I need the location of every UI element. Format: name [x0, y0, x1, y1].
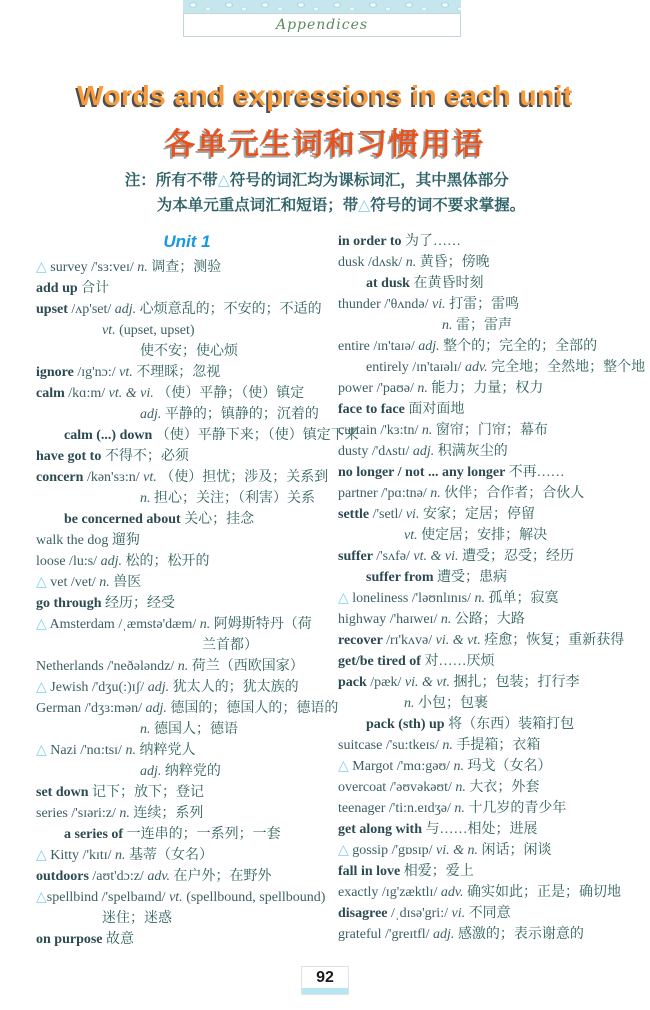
vocab-line — [338, 630, 645, 651]
vocab-text: 基蒂（女名） — [129, 848, 214, 863]
usage-note — [0, 168, 650, 218]
vocab-text: 连续；系列 — [133, 806, 204, 821]
vocab-text: n. — [199, 617, 214, 632]
vocab-text: vi. — [432, 297, 450, 312]
vocab-text: vi. & vt. — [404, 675, 454, 690]
vocab-text: 确实如此；正是；确切地 — [467, 885, 622, 900]
vocab-line — [36, 887, 338, 908]
vocab-text: no longer / not ... any longer — [338, 465, 509, 480]
vocab-text: n. — [421, 423, 436, 438]
triangle-icon: △ — [338, 843, 353, 858]
vocab-text: a series of — [64, 827, 127, 842]
vocab-text: 闲话；闲谈 — [481, 843, 552, 858]
vocab-text: 不再…… — [508, 465, 565, 480]
vocab-text: 孤单；寂寞 — [488, 591, 559, 606]
vocab-text: adv. — [147, 869, 174, 884]
vocab-line — [338, 840, 645, 861]
vocab-line — [338, 252, 645, 273]
note-text: 符号的词不要求掌握。 — [370, 197, 526, 214]
note-line — [125, 168, 525, 193]
vocab-line — [338, 693, 645, 714]
vocab-text: suffer from — [366, 570, 438, 585]
vocab-text: n. — [440, 612, 455, 627]
vocab-text: 故意 — [106, 932, 135, 947]
vocab-text: adj. — [140, 407, 165, 422]
vocab-text: disagree — [338, 906, 392, 921]
vocab-text: n. — [405, 255, 420, 270]
note-text: 注：所有不带 — [124, 172, 218, 189]
vocab-text: 不同意 — [468, 906, 511, 921]
vocab-text: outdoors — [36, 869, 93, 884]
vocab-text: adv. — [464, 360, 492, 375]
vocab-line — [338, 336, 645, 357]
vocab-text: vi. & vt. — [435, 633, 485, 648]
vocab-line — [36, 845, 338, 866]
vocab-line — [36, 929, 338, 950]
vocab-text: have got to — [36, 449, 105, 464]
vocab-text: 一连串的；一系列；一套 — [126, 827, 281, 842]
vocab-text: n. — [140, 491, 154, 506]
vocab-line — [36, 593, 338, 614]
unit-heading: Unit 1 — [163, 232, 211, 251]
vocab-text: vi. — [405, 507, 423, 522]
triangle-icon: △ — [36, 575, 51, 590]
vocab-text: entire /ɪn'taɪə/ — [338, 339, 419, 354]
vocab-text: exactly /ɪg'zæktlɪ/ — [338, 885, 441, 900]
vocab-line — [36, 362, 338, 383]
vocab-text: n. — [115, 848, 130, 863]
vocab-text: face to face — [338, 402, 409, 417]
vocab-text: adj. — [100, 554, 126, 569]
vocab-text: Nazi /'nɑ:tsɪ/ — [50, 743, 126, 758]
vocab-line — [338, 231, 645, 252]
vocab-text: adj. — [412, 444, 438, 459]
vocab-text: (upset, upset) — [119, 323, 195, 338]
vocab-text: gossip /'gɒsɪp/ — [352, 843, 437, 858]
vocab-line — [338, 378, 645, 399]
vocab-text: adj. — [147, 680, 173, 695]
vocab-text: upset — [36, 302, 72, 317]
vocab-text: /kən'sɜ:n/ — [86, 470, 144, 485]
vocab-line — [338, 357, 645, 378]
vocab-text: entirely /ɪn'taɪəlɪ/ — [366, 360, 465, 375]
vocab-line — [338, 525, 645, 546]
vocab-text: 十几岁的青少年 — [468, 801, 567, 816]
vocab-line — [338, 504, 645, 525]
vocab-text: vt. — [102, 323, 120, 338]
triangle-icon: △ — [338, 759, 353, 774]
vocab-line — [36, 761, 338, 782]
vocab-line — [338, 609, 645, 630]
vocab-text: n. — [137, 260, 152, 275]
vocab-text: vt. — [119, 365, 137, 380]
vocab-text: calm (...) down — [64, 428, 156, 443]
vocab-line — [338, 735, 645, 756]
vocab-text: vt. — [143, 470, 161, 485]
vocab-text: n. — [99, 575, 114, 590]
vocab-text: suffer — [338, 549, 377, 564]
vocab-line — [338, 903, 645, 924]
vocab-text: /'sʌfə/ — [376, 549, 414, 564]
vocab-text: n. — [140, 722, 154, 737]
vocab-text: n. — [455, 780, 470, 795]
vocab-line — [36, 698, 338, 719]
vocab-text: 不理睬；忽视 — [136, 365, 221, 380]
vocab-line — [338, 567, 645, 588]
vocab-line — [338, 882, 645, 903]
vocab-line — [338, 651, 645, 672]
vocab-text: 德国的；德国人的；德语的 — [170, 701, 339, 716]
vocab-text: 调查；测验 — [151, 260, 222, 275]
vocab-line — [36, 824, 338, 845]
vocab-line — [36, 572, 338, 593]
vocab-text: go through — [36, 596, 105, 611]
vocab-text: 遭受；患病 — [437, 570, 508, 585]
vocab-text: German /'dʒɜ:mən/ — [36, 701, 146, 716]
vocab-text: n. — [404, 696, 418, 711]
vocab-line — [338, 756, 645, 777]
vocab-text: （使）平静；（使）镇定 — [157, 386, 305, 401]
vocab-text: 合计 — [81, 281, 110, 296]
triangle-icon: △ — [36, 743, 51, 758]
triangle-icon: △ — [217, 172, 230, 189]
vocab-text: 打雷；雷鸣 — [449, 297, 520, 312]
vocab-text: 使定居；安排；解决 — [421, 528, 548, 543]
vocab-column-right — [338, 231, 645, 950]
vocab-text: ignore — [36, 365, 78, 380]
vocab-line — [338, 483, 645, 504]
vocab-text: vet /vet/ — [50, 575, 100, 590]
vocab-line — [338, 441, 645, 462]
vocab-line — [338, 546, 645, 567]
vocab-line — [338, 861, 645, 882]
vocab-text: 在黄昏时刻 — [413, 276, 484, 291]
vocab-text: power /'paʊə/ — [338, 381, 418, 396]
triangle-icon: △ — [338, 591, 353, 606]
vocab-text: 纳粹党的 — [164, 764, 221, 779]
vocab-text: 不得不；必须 — [104, 449, 189, 464]
vocab-list-right — [338, 231, 645, 945]
vocab-text: 在户外；在野外 — [173, 869, 272, 884]
triangle-icon: △ — [36, 260, 51, 275]
note-text: 为本单元重点词汇和短语；带 — [156, 197, 359, 214]
vocab-line — [36, 782, 338, 803]
vocab-text: overcoat /'əʊvəkəʊt/ — [338, 780, 456, 795]
vocab-line — [36, 719, 338, 740]
vocab-line — [36, 509, 338, 530]
vocab-text: 安家；定居；停留 — [422, 507, 535, 522]
vocab-text: thunder /'θʌndə/ — [338, 297, 432, 312]
vocab-line — [36, 740, 338, 761]
vocab-text: be concerned about — [64, 512, 185, 527]
vocab-text: 窗帘；门帘；幕布 — [435, 423, 548, 438]
vocab-line — [36, 425, 359, 446]
vocab-text: 遭受；忍受；经历 — [461, 549, 574, 564]
vocab-text: spellbind /'spelbaɪnd/ — [46, 890, 170, 905]
triangle-icon: △ — [36, 680, 51, 695]
vocab-text: n. — [454, 801, 469, 816]
vocab-text: adj. — [418, 339, 444, 354]
vocab-text: 兰首都） — [202, 638, 258, 653]
vocab-text: /'setl/ — [372, 507, 406, 522]
vocab-text: 对……厌烦 — [424, 654, 495, 669]
appendices-label: Appendices — [275, 17, 369, 33]
triangle-icon: △ — [36, 848, 51, 863]
vocab-text: /aʊt'dɔ:z/ — [92, 869, 148, 884]
vocab-text: 关心；挂念 — [184, 512, 255, 527]
page-number-strip — [302, 988, 348, 994]
vocab-text: walk the dog — [36, 533, 112, 548]
vocab-text: 感激的；表示谢意的 — [457, 927, 584, 942]
vocab-line — [36, 866, 338, 887]
vocab-text: fall in love — [338, 864, 404, 879]
vocab-text: in order to — [338, 234, 406, 249]
vocab-text: /ˌdɪsə'gri:/ — [391, 906, 452, 921]
vocab-text: suitcase /'su:tkeɪs/ — [338, 738, 443, 753]
vocab-line — [36, 299, 338, 320]
vocab-text: 兽医 — [113, 575, 142, 590]
vocab-line — [36, 677, 338, 698]
vocab-line — [36, 257, 338, 278]
vocab-line — [338, 714, 645, 735]
vocab-text: vi. — [451, 906, 469, 921]
vocab-text: pack (sth) up — [366, 717, 449, 732]
page-number-box — [301, 966, 349, 995]
vocab-line — [36, 635, 338, 656]
vocab-text: dusk /dʌsk/ — [338, 255, 406, 270]
vocab-text: 小包；包裹 — [418, 696, 488, 711]
vocab-text: get along with — [338, 822, 426, 837]
vocab-text: 松的；松开的 — [125, 554, 210, 569]
note-text: 符号的词汇均为课标词汇，其中黑体部分 — [229, 172, 509, 189]
vocab-line — [36, 530, 338, 551]
vocab-line — [36, 488, 338, 509]
vocab-text: settle — [338, 507, 373, 522]
vocab-line — [36, 908, 338, 929]
vocab-text: 面对面地 — [408, 402, 465, 417]
vocab-line — [36, 614, 338, 635]
vocab-text: 平静的；镇静的；沉着的 — [164, 407, 319, 422]
vocab-line — [36, 383, 338, 404]
vocab-text: 玛戈（女名） — [467, 759, 552, 774]
vocab-line — [36, 656, 338, 677]
vocab-text: n. — [125, 743, 140, 758]
vocab-text: 记下；放下；登记 — [92, 785, 205, 800]
vocab-text: n. — [442, 738, 457, 753]
vocab-text: teenager /'ti:n.eɪdʒə/ — [338, 801, 455, 816]
vocab-columns — [36, 231, 646, 950]
vocab-text: 大衣；外套 — [469, 780, 540, 795]
vocab-line — [338, 588, 645, 609]
vocab-text: n. — [119, 806, 134, 821]
vocab-line — [338, 798, 645, 819]
vocab-text: 将（东西）装箱打包 — [448, 717, 575, 732]
vocab-text: highway /'haɪweɪ/ — [338, 612, 441, 627]
vocab-text: Kitty /'kɪtɪ/ — [50, 848, 116, 863]
vocab-text: 公路；大路 — [454, 612, 525, 627]
vocab-text: 荷兰（西欧国家） — [191, 659, 304, 674]
vocab-text: loose /lu:s/ — [36, 554, 101, 569]
vocab-line — [338, 420, 645, 441]
vocab-line — [338, 777, 645, 798]
vocab-text: 伙伴；合作者；合伙人 — [444, 486, 585, 501]
vocab-text: on purpose — [36, 932, 107, 947]
page-header — [183, 0, 461, 37]
vocab-text: n. — [442, 318, 456, 333]
vocab-line — [36, 551, 338, 572]
vocab-text: /rɪ'kʌvə/ — [386, 633, 436, 648]
vocab-text: 阿姆斯特丹（荷 — [213, 617, 312, 632]
vocab-text: /pæk/ — [370, 675, 405, 690]
vocab-text: 能力；力量；权力 — [431, 381, 544, 396]
vocab-text: n. — [430, 486, 445, 501]
vocab-text: Margot /'mɑ:gəʊ/ — [352, 759, 454, 774]
vocab-text: 与……相处；进展 — [425, 822, 538, 837]
vocab-text: adj. — [140, 764, 165, 779]
vocab-text: n. — [453, 759, 468, 774]
vocab-text: vt. — [404, 528, 422, 543]
triangle-icon: △ — [358, 197, 371, 214]
vocab-text: pack — [338, 675, 371, 690]
vocab-text: vt. & vi. — [413, 549, 462, 564]
triangle-icon: △ — [36, 890, 47, 905]
page-title-chinese: 各单元生词和习惯用语 — [165, 128, 485, 161]
vocab-text: 痊愈；恢复；重新获得 — [484, 633, 625, 648]
vocab-text: dusty /'dʌstɪ/ — [338, 444, 413, 459]
vocab-text: 为了…… — [405, 234, 462, 249]
vocab-text: vt. & vi. — [108, 386, 158, 401]
vocab-text: n. — [474, 591, 489, 606]
vocab-text: （使）担忧；涉及；关系到 — [160, 470, 329, 485]
page-title-english: Words and expressions in each unit — [77, 80, 573, 111]
vocab-line — [36, 278, 338, 299]
vocab-text: Netherlands /'neðələndz/ — [36, 659, 178, 674]
page-number: 92 — [316, 969, 334, 986]
vocab-text: adj. — [433, 927, 458, 942]
vocab-text: vt. — [169, 890, 187, 905]
vocab-text: Jewish /'dʒu(:)ɪʃ/ — [50, 680, 148, 695]
vocab-line — [338, 315, 645, 336]
vocab-text: curtain /'kɜ:tn/ — [338, 423, 422, 438]
vocab-text: 经历；经受 — [104, 596, 175, 611]
vocab-line — [338, 462, 645, 483]
vocab-text: 心烦意乱的；不安的；不适的 — [139, 302, 322, 317]
vocab-line — [338, 819, 645, 840]
vocab-text: concern — [36, 470, 87, 485]
vocab-line — [338, 273, 645, 294]
vocab-text: 德国人；德语 — [154, 722, 238, 737]
vocab-line — [36, 446, 338, 467]
vocab-text: /ʌp'set/ — [71, 302, 115, 317]
vocab-text: add up — [36, 281, 82, 296]
vocab-text: 迷住；迷惑 — [102, 911, 172, 926]
vocab-text: 黄昏；傍晚 — [419, 255, 490, 270]
vocab-text: 使不安；使心烦 — [140, 344, 238, 359]
vocab-text: partner /'pɑ:tnə/ — [338, 486, 431, 501]
vocab-text: 手提箱；衣箱 — [456, 738, 541, 753]
vocab-text: adj. — [114, 302, 140, 317]
vocab-text: （使）平静下来；（使）镇定下来 — [155, 428, 359, 443]
vocab-text: loneliness /'ləʊnlɪnɪs/ — [352, 591, 475, 606]
vocab-text: 犹太人的；犹太族的 — [172, 680, 299, 695]
vocab-text: get/be tired of — [338, 654, 425, 669]
vocab-text: /kɑ:m/ — [68, 386, 109, 401]
vocab-text: 担心；关注；（利害）关系 — [154, 491, 315, 506]
vocab-text: vi. & n. — [436, 843, 482, 858]
vocab-text: 遛狗 — [111, 533, 140, 548]
vocab-text: series /'sɪəri:z/ — [36, 806, 120, 821]
vocab-text: calm — [36, 386, 69, 401]
vocab-line — [338, 924, 645, 945]
vocab-text: 完全地；全然地；整个地 — [491, 360, 646, 375]
vocab-text: 积满灰尘的 — [437, 444, 508, 459]
vocab-text: n. — [177, 659, 192, 674]
vocab-text: grateful /'greɪtfl/ — [338, 927, 434, 942]
vocab-text: 捆扎；包装；打行李 — [453, 675, 580, 690]
vocab-line — [338, 399, 645, 420]
vocab-line — [36, 467, 338, 488]
vocab-text: 纳粹党人 — [139, 743, 196, 758]
vocab-text: adv. — [440, 885, 468, 900]
vocab-text: set down — [36, 785, 93, 800]
vocab-text: (spellbound, spellbound) — [186, 890, 326, 905]
vocab-line — [36, 341, 338, 362]
vocab-line — [36, 320, 338, 341]
vocab-text: adj. — [145, 701, 171, 716]
vocab-text: /ɪg'nɔ:/ — [77, 365, 120, 380]
vocab-text: Amsterdam /ˌæmstə'dæm/ — [49, 617, 200, 632]
vocab-text: 雷；雷声 — [456, 318, 512, 333]
vocab-line — [36, 803, 338, 824]
vocab-text: 整个的；完全的；全部的 — [443, 339, 598, 354]
note-line — [125, 193, 525, 218]
vocab-line — [36, 404, 338, 425]
vocab-line — [338, 672, 645, 693]
triangle-icon: △ — [36, 617, 50, 632]
vocab-text: n. — [417, 381, 432, 396]
vocab-text: at dusk — [366, 276, 414, 291]
appendices-box — [183, 13, 461, 37]
water-droplet-band — [183, 0, 461, 13]
vocab-text: 相爱；爱上 — [403, 864, 474, 879]
vocab-text: recover — [338, 633, 387, 648]
vocab-text: survey /'sɜ:veɪ/ — [50, 260, 138, 275]
vocab-line — [338, 294, 645, 315]
